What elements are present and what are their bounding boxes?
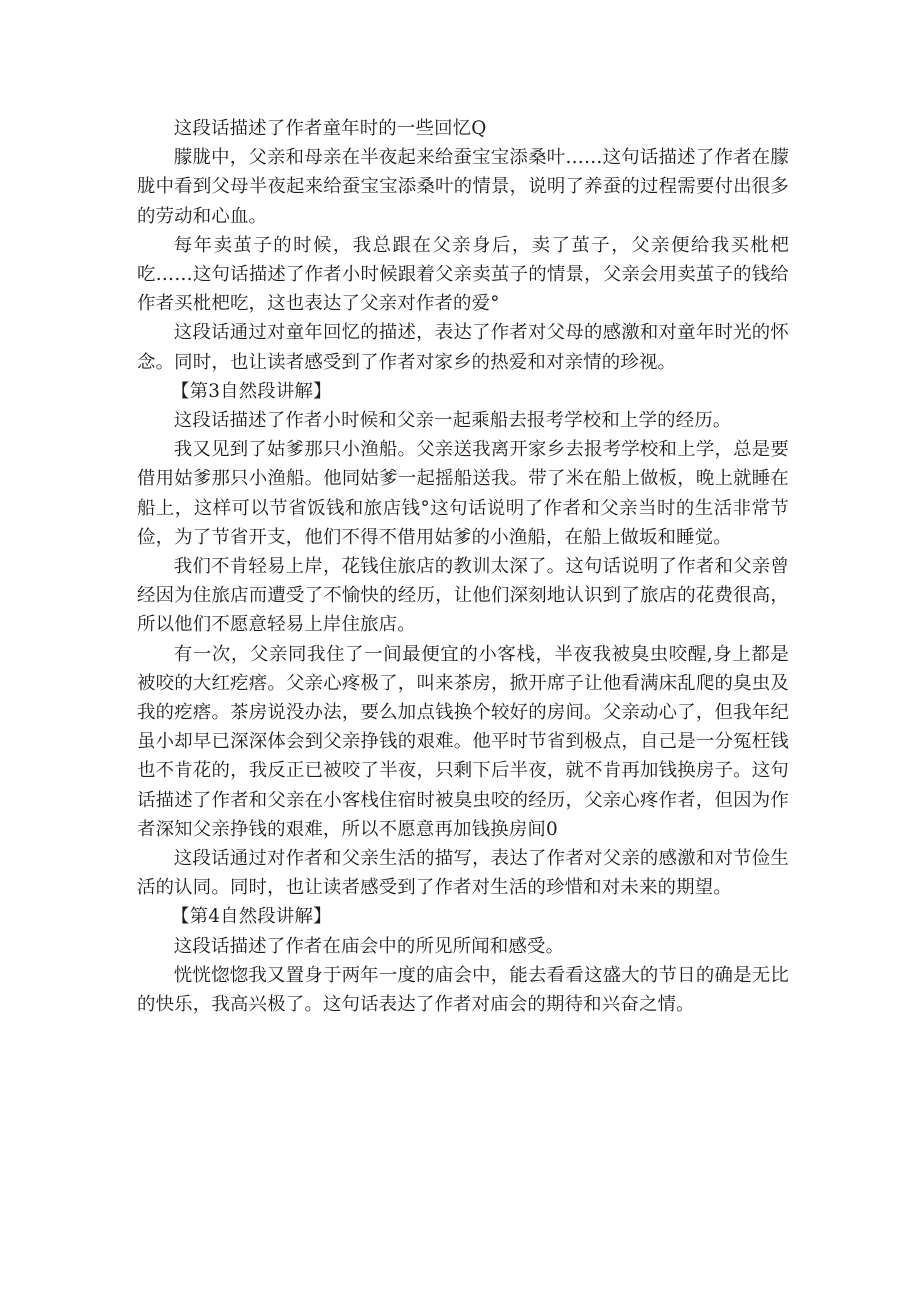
paragraph-childhood-conclusion: 这段话通过对童年回忆的描述，表达了作者对父母的感激和对童年时光的怀念。同时，也让读者感受到了作者对家乡的热爱和对亲情的珍视。	[137, 322, 789, 373]
paragraph-temple-fair-summary: 这段话描述了作者在庙会中的所见所闻和感受。	[173, 935, 565, 957]
paragraph-fishing-boat: 我又见到了姑爹那只小渔船。父亲送我离开家乡去报考学校和上学，总是要借用姑爹那只小渔船。他同姑爹一起摇船送我。带了米在船上做板，晚上就睡在船上，这样可以节省饭钱和旅店钱°这句话说明了作者和父亲当时的生活非常节俭，为了节省开支，他们不得不借用姑爹的小渔船，在船上做坂和睡觉。	[137, 439, 789, 548]
section-heading-paragraph-3: 【第3自然段讲解】	[171, 380, 332, 402]
paragraph-bedbug-inn: 有一次，父亲同我住了一间最便宜的小客栈，半夜我被臭虫咬醒,身上都是被咬的大红疙瘩。父亲心疼极了，叫来茶房，掀开席子让他看满床乱爬的臭虫及我的疙瘩。茶房说没办法，要么加点钱换个较好的房间。父亲动心了，但我年纪虽小却早已深深体会到父亲挣钱的艰难。他平时节省到极点，自己是一分冤枉钱也不肯花的，我反正已被咬了半夜，只剩下后半夜，就不肯再加钱换房子。这句话描述了作者和父亲在小客栈住宿时被臭虫咬的经历，父亲心疼作者，但因为作者深知父亲挣钱的艰难，所以不愿意再加钱换房间0	[137, 643, 789, 840]
paragraph-boat-journey-summary: 这段话描述了作者小时候和父亲一起乘船去报考学校和上学的经历。	[173, 410, 732, 432]
paragraph-temple-fair-joy: 恍恍惚惚我又置身于两年一度的庙会中，能去看看这盛大的节日的确是无比的快乐，我高兴极了。这句话表达了作者对庙会的期待和兴奋之情。	[137, 964, 789, 1016]
document-body	[137, 114, 789, 1019]
paragraph-mulberry-leaves: 朦胧中，父亲和母亲在半夜起来给蚕宝宝添桑叶……这句话描述了作者在朦胧中看到父母半夜起来给蚕宝宝添桑叶的情景，说明了养蚕的过程需要付出很多的劳动和心血。	[137, 147, 789, 227]
paragraph-childhood-summary: 这段话描述了作者童年时的一些回忆Q	[173, 118, 487, 139]
paragraph-frugal-life-conclusion: 这段话通过对作者和父亲生活的描写，表达了作者对父亲的感激和对节俭生活的认同。同时，也让读者感受到了作者对生活的珍惜和对未来的期望。	[137, 848, 789, 899]
section-heading-paragraph-4: 【第4自然段讲解】	[171, 906, 332, 928]
paragraph-selling-cocoons: 每年卖茧子的时候，我总跟在父亲身后，卖了茧子，父亲便给我买枇杷吃……这句话描述了作者小时候跟着父亲卖茧子的情景，父亲会用卖茧子的钱给作者买枇杷吃，这也表达了父亲对作者的爱°	[137, 234, 789, 315]
paragraph-inn-lesson: 我们不肯轻易上岸，花钱住旅店的教训太深了。这句话说明了作者和父亲曾经因为住旅店而遭受了不愉快的经历，让他们深刻地认识到了旅店的花费很高，所以他们不愿意轻易上岸住旅店。	[137, 556, 789, 636]
